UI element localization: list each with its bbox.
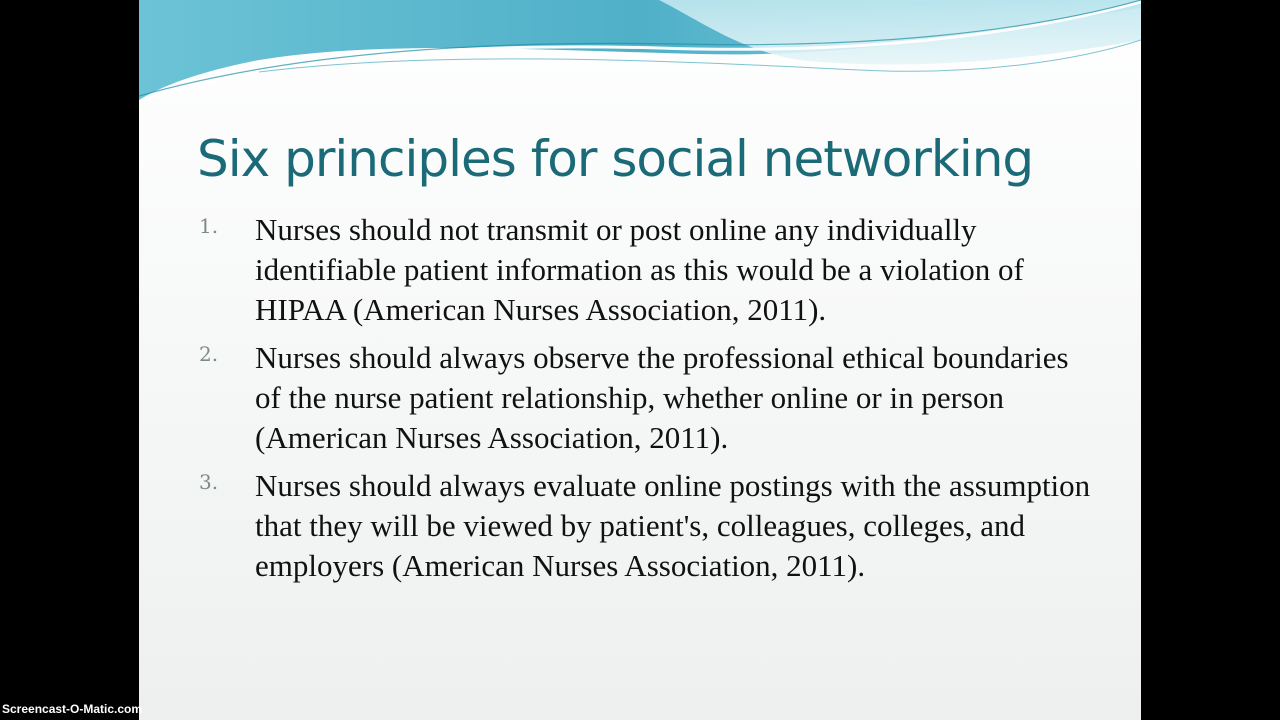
list-item-text: Nurses should always observe the professional ethical boundaries of the nurse patient relationship, whether online or in person (American Nurses Association, 2011). (255, 340, 1069, 455)
list-item (139, 338, 1141, 458)
list-item (139, 210, 1141, 330)
list-item-text: Nurses should always evaluate online postings with the assumption that they will be viewed by patient's, colleagues, colleges, and employers (American Nurses Association, 2011). (255, 468, 1091, 583)
list-item (139, 466, 1141, 586)
slide (139, 0, 1141, 720)
list-item-number: 3. (199, 470, 219, 494)
list-item-number: 1. (199, 214, 219, 238)
list-item-number: 2. (199, 342, 219, 366)
list-item-text: Nurses should not transmit or post online any individually identifiable patient information as this would be a violation of HIPAA (American Nurses Association, 2011). (255, 212, 1024, 327)
slide-title: Six principles for social networking (197, 130, 1034, 188)
header-wave-decoration (139, 0, 1141, 120)
screencast-watermark: Screencast-O-Matic.com (2, 702, 143, 716)
principles-list (139, 210, 1141, 594)
